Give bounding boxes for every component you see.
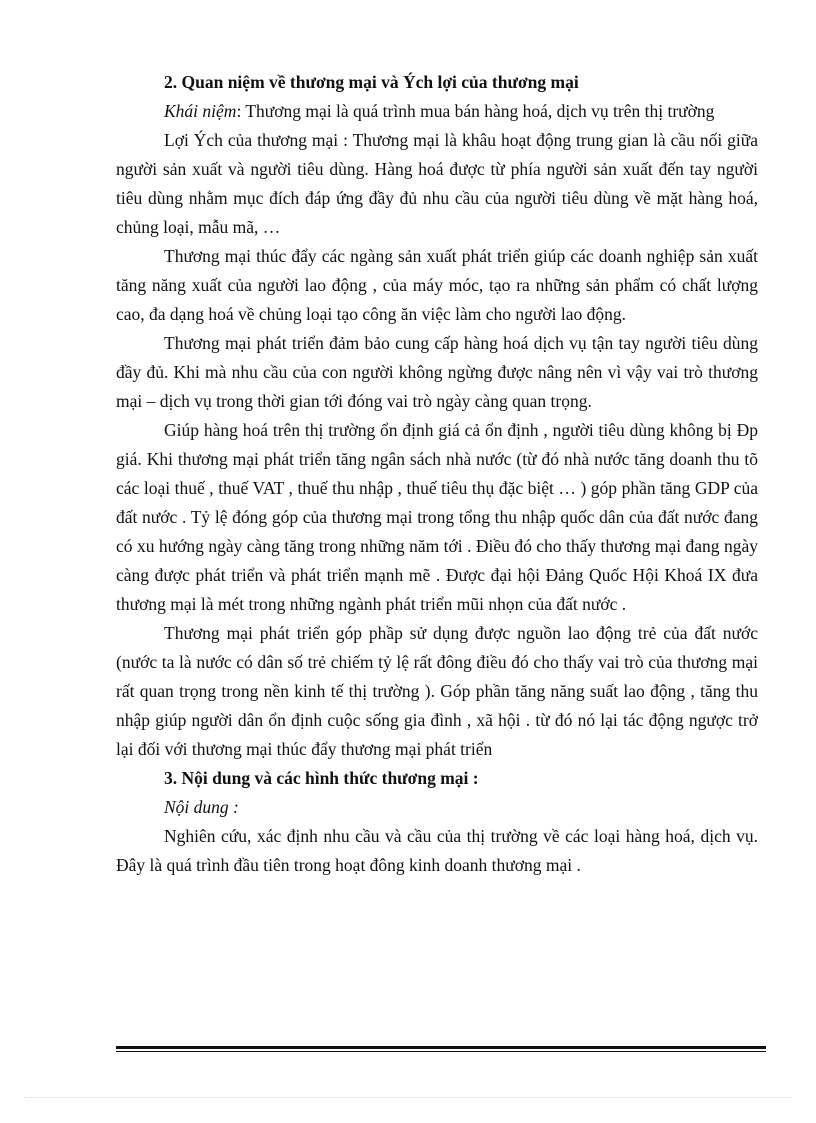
section-3-heading: 3. Nội dung và các hình thức thương mại :	[164, 768, 479, 788]
document-body	[116, 68, 758, 880]
footer-rule-thin	[116, 1051, 766, 1052]
concept-text: : Thương mại là quá trình mua bán hàng hoá, dịch vụ trên thị trường	[236, 101, 715, 121]
concept-label: Khái niệm	[164, 101, 237, 121]
section-2-heading: 2. Quan niệm về thương mại và Ých lợi của thương mại	[164, 72, 579, 92]
production-paragraph: Thương mại thúc đẩy các ngàng sản xuất phát triển giúp các doanh nghiệp sản xuất tăng năng xuất của người lao động , của máy móc, tạo ra những sản phẩm có chất lượng cao, đa dạng hoá về chủng loại tạo công ăn việc làm cho người lao động.	[116, 246, 758, 324]
price-stability-paragraph: Giúp hàng hoá trên thị trường ổn định giá cả ổn định , người tiêu dùng không bị Ðp giá. Khi thương mại phát triển tăng ngân sách nhà nước (từ đó nhà nước tăng doanh thu tõ các loại thuế , thuế VAT , thuế thu nhập , thuế tiêu thụ đặc biệt … ) góp phần tăng GDP của đất nước . Tỷ lệ đóng góp của thương mại trong tổng thu nhập quốc dân của đất nước đang có xu hướng ngày càng tăng trong những năm tới . Điều đó cho thấy thương mại đang ngày càng được phát triển và phát triển mạnh mẽ . Được đại hội Đảng Quốc Hội Khoá IX đưa thương mại là mét trong những ngành phát triển mũi nhọn của đất nước .	[116, 420, 758, 614]
content-sublabel: Nội dung :	[164, 797, 239, 817]
footer-rule-thick	[116, 1046, 766, 1049]
page-bottom-dotted-line	[24, 1097, 792, 1098]
benefit-paragraph: Lợi Ých của thương mại : Thương mại là khâu hoạt động trung gian là cầu nối giữa người sản xuất và người tiêu dùng. Hàng hoá được từ phía người sản xuất đến tay người tiêu dùng nhằm mục đích đáp ứng đầy đủ nhu cầu của người tiêu dùng về mặt hàng hoá, chủng loại, mẫu mã, …	[116, 130, 758, 237]
concept-paragraph	[116, 97, 758, 126]
research-paragraph: Nghiên cứu, xác định nhu cầu và cầu của thị trường về các loại hàng hoá, dịch vụ. Đây là quá trình đầu tiên trong hoạt đông kinh doanh thương mại .	[116, 826, 758, 875]
labor-paragraph: Thương mại phát triển góp phầp sử dụng được nguồn lao động trẻ của đất nước (nước ta là nước có dân số trẻ chiếm tỷ lệ rất đông điều đó cho thấy vai trò của thương mại rất quan trọng trong nền kinh tế thị trường ). Góp phần tăng năng suất lao động , tăng thu nhập giúp người dân ổn định cuộc sống gia đình , xã hội . từ đó nó lại tác động ngược trở lại đối với thương mại thúc đẩy thương mại phát triển	[116, 623, 758, 759]
supply-paragraph: Thương mại phát triển đảm bảo cung cấp hàng hoá dịch vụ tận tay người tiêu dùng đầy đủ. Khi mà nhu cầu của con người không ngừng được nâng nên vì vậy vai trò thương mại – dịch vụ trong thời gian tới đóng vai trò ngày càng quan trọng.	[116, 333, 758, 411]
